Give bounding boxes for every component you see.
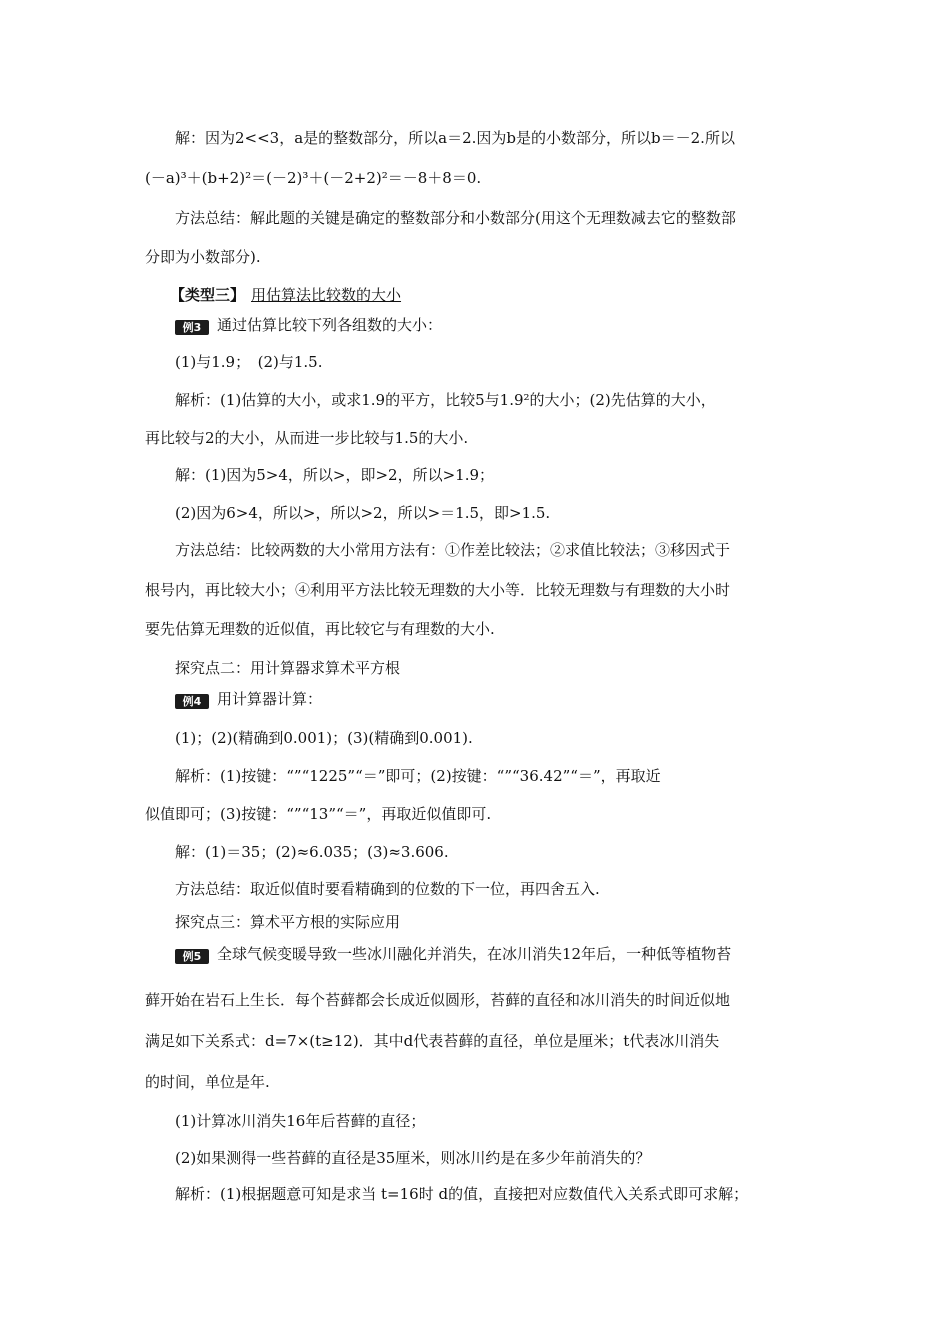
example-badge: 例5 [175, 949, 209, 964]
section-tag: 【类型三】 [170, 286, 246, 304]
summary-line: 方法总结：比较两数的大小常用方法有：①作差比较法；②求值比较法；③移因式于 [175, 541, 731, 559]
analysis-line: 似值即可；(3)按键：“”“13”“＝”，再取近似值即可. [145, 805, 492, 823]
solution-line: (－a)³＋(b+2)²＝(－2)³＋(－2+2)²＝－8＋8＝0. [145, 169, 482, 187]
example-line: 藓开始在岩石上生长．每个苔藓都会长成近似圆形，苔藓的直径和冰川消失的时间近似地 [145, 991, 731, 1009]
analysis-line: 再比较与2的大小，从而进一步比较与1.5的大小. [145, 429, 469, 447]
solution-line: (2)因为6>4，所以>，所以>2，所以>＝1.5，即>1.5. [175, 504, 551, 522]
section-heading: 探究点三：算术平方根的实际应用 [175, 913, 401, 931]
example-line [175, 944, 810, 964]
example-line [175, 315, 810, 335]
summary-line: 分即为小数部分). [145, 248, 261, 266]
solution-line: 解：(1)因为5>4，所以>，即>2，所以>1.9； [175, 466, 495, 484]
analysis-line: 解析：(1)根据题意可知是求当 t=16时 d的值，直接把对应数值代入关系式即可求解； [175, 1185, 749, 1203]
analysis-line: 解析：(1)按键：“”“1225”“＝”即可；(2)按键：“”“36.42”“＝”，再取近 [175, 767, 661, 785]
example-line: (1)；(2)(精确到0.001)；(3)(精确到0.001). [175, 729, 473, 747]
solution-line: 解：因为2<<3，a是的整数部分，所以a＝2.因为b是的小数部分，所以b＝－2.所以 [175, 129, 735, 147]
example-line: 满足如下关系式：d=7×(t≥12)．其中d代表苔藓的直径，单位是厘米；t代表冰川消失 [145, 1032, 720, 1050]
example-line [175, 689, 810, 709]
solution-line: 解：(1)＝35；(2)≈6.035；(3)≈3.606. [175, 843, 449, 861]
summary-line: 根号内，再比较大小；④利用平方法比较无理数的大小等．比较无理数与有理数的大小时 [145, 581, 731, 599]
example-badge: 例3 [175, 320, 209, 335]
summary-line: 方法总结：解此题的关键是确定的整数部分和小数部分(用这个无理数减去它的整数部 [175, 209, 736, 227]
section-heading: 探究点二：用计算器求算术平方根 [175, 659, 401, 677]
section-title: 用估算法比较数的大小 [251, 286, 402, 304]
example-line: (1)与1.9； (2)与1.5. [175, 353, 323, 371]
example-line: 的时间，单位是年. [145, 1073, 270, 1091]
example-text: 通过估算比较下列各组数的大小： [217, 316, 443, 334]
analysis-line: 解析：(1)估算的大小，或求1.9的平方，比较5与1.9²的大小；(2)先估算的大小， [175, 391, 716, 409]
example-text: 用计算器计算： [217, 690, 323, 708]
example-text: 全球气候变暖导致一些冰川融化并消失，在冰川消失12年后，一种低等植物苔 [217, 945, 732, 963]
question-line: (2)如果测得一些苔藓的直径是35厘米，则冰川约是在多少年前消失的？ [175, 1149, 651, 1167]
section-heading [170, 285, 835, 305]
summary-line: 要先估算无理数的近似值，再比较它与有理数的大小. [145, 620, 495, 638]
summary-line: 方法总结：取近似值时要看精确到的位数的下一位，再四舍五入. [175, 880, 600, 898]
example-badge: 例4 [175, 694, 209, 709]
question-line: (1)计算冰川消失16年后苔藓的直径； [175, 1112, 426, 1130]
